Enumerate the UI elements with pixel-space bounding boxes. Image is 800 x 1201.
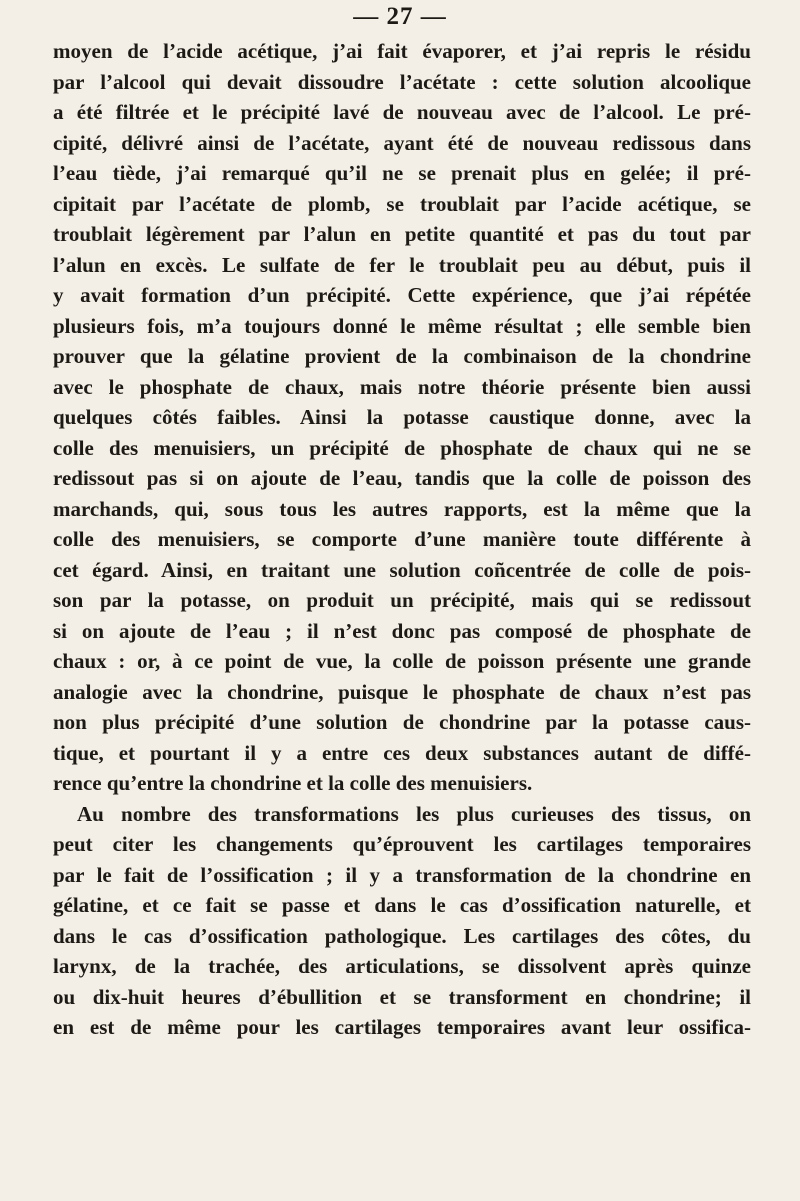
- page-number: — 27 —: [353, 3, 447, 30]
- text-line: plusieurs fois, m’a toujours donné le même résultat ; elle semble bien: [53, 313, 751, 338]
- text-line: l’alun en excès. Le sulfate de fer le troublait peu au début, puis il: [53, 252, 751, 277]
- body-text: [53, 36, 751, 1043]
- text-line: par l’alcool qui devait dissoudre l’acétate : cette solution alcoolique: [53, 69, 751, 94]
- text-line: troublait légèrement par l’alun en petite quantité et pas du tout par: [53, 222, 751, 246]
- text-line: l’eau tiède, j’ai remarqué qu’il ne se prenait plus en gelée; il pré-: [53, 161, 751, 185]
- text-line: avec le phosphate de chaux, mais notre théorie présente bien aussi: [53, 374, 751, 399]
- text-line: redissout pas si on ajoute de l’eau, tandis que la colle de poisson des: [53, 466, 751, 490]
- text-line: non plus précipité d’une solution de chondrine par la potasse caus-: [53, 710, 751, 734]
- text-line: en est de même pour les cartilages temporaires avant leur ossifica-: [53, 1015, 751, 1039]
- text-line: Au nombre des transformations les plus curieuses des tissus, on: [77, 801, 751, 826]
- text-line: prouver que la gélatine provient de la combinaison de la chondrine: [53, 344, 751, 368]
- text-line: son par la potasse, on produit un précipité, mais qui se redissout: [53, 588, 751, 612]
- text-line: marchands, qui, sous tous les autres rapports, est la même que la: [53, 496, 751, 521]
- text-line: larynx, de la trachée, des articulations, se dissolvent après quinze: [53, 954, 751, 978]
- text-line: si on ajoute de l’eau ; il n’est donc pas composé de phosphate de: [53, 618, 751, 643]
- text-line: analogie avec la chondrine, puisque le phosphate de chaux n’est pas: [53, 679, 751, 704]
- text-line: par le fait de l’ossification ; il y a transformation de la chondrine en: [53, 862, 751, 887]
- text-line: colle des menuisiers, se comporte d’une manière toute différente à: [53, 527, 751, 551]
- text-line: quelques côtés faibles. Ainsi la potasse caustique donne, avec la: [53, 405, 751, 429]
- text-line: cipitait par l’acétate de plomb, se troublait par l’acide acétique, se: [53, 191, 751, 216]
- text-line: gélatine, et ce fait se passe et dans le cas d’ossification naturelle, et: [53, 893, 751, 917]
- text-line: dans le cas d’ossification pathologique. Les cartilages des côtes, du: [53, 923, 751, 948]
- text-line: cipité, délivré ainsi de l’acétate, ayant été de nouveau redissous dans: [53, 130, 751, 155]
- text-line: y avait formation d’un précipité. Cette expérience, que j’ai répétée: [53, 283, 751, 307]
- text-line: tique, et pourtant il y a entre ces deux substances autant de diffé-: [53, 740, 751, 765]
- text-line: ou dix-huit heures d’ébullition et se transforment en chondrine; il: [53, 984, 751, 1009]
- text-line: cet égard. Ainsi, en traitant une solution coñcentrée de colle de pois-: [53, 557, 751, 582]
- text-line: a été filtrée et le précipité lavé de nouveau avec de l’alcool. Le pré-: [53, 100, 751, 124]
- text-line: rence qu’entre la chondrine et la colle des menuisiers.: [53, 771, 533, 795]
- text-line: moyen de l’acide acétique, j’ai fait évaporer, et j’ai repris le résidu: [53, 39, 751, 63]
- text-line: colle des menuisiers, un précipité de phosphate de chaux qui ne se: [53, 435, 751, 460]
- text-line: peut citer les changements qu’éprouvent les cartilages temporaires: [53, 832, 751, 856]
- text-line: chaux : or, à ce point de vue, la colle de poisson présente une grande: [53, 649, 751, 673]
